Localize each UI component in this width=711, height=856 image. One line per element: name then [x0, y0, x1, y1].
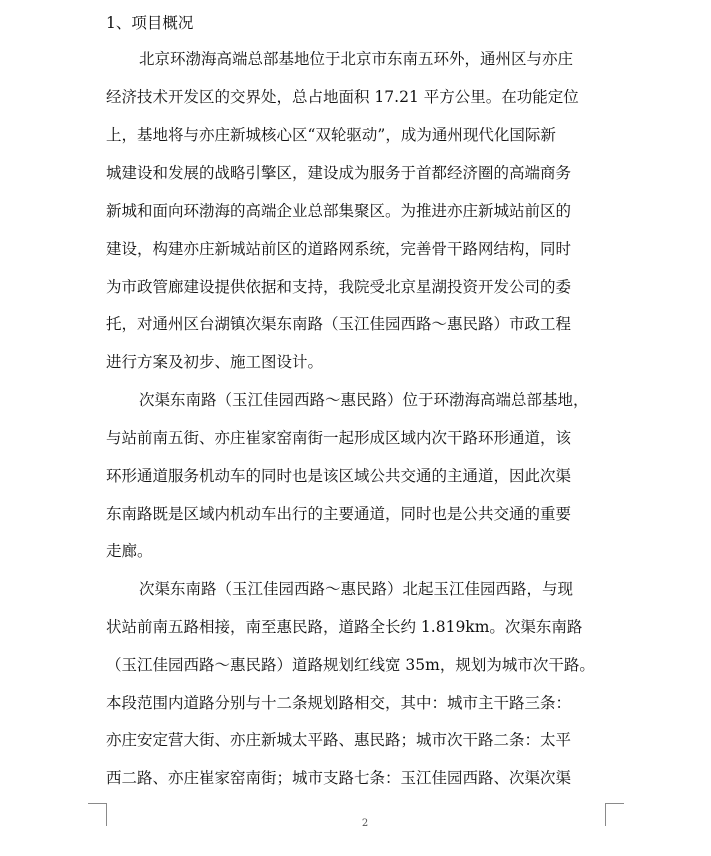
paragraph-1-line: 为市政管廊建设提供依据和支持，我院受北京星湖投资开发公司的委: [106, 278, 572, 296]
paragraph-2-line: 环形通道服务机动车的同时也是该区域公共交通的主通道，因此次渠: [106, 467, 572, 485]
section-heading: 1、项目概况: [106, 14, 194, 32]
paragraph-1-line: 进行方案及初步、施工图设计。: [106, 353, 324, 371]
margin-corner-mark-left: [88, 803, 107, 826]
paragraph-2-line: 次渠东南路（玉江佳园西路～惠民路）位于环渤海高端总部基地，: [139, 391, 589, 409]
paragraph-1-line: 建设，构建亦庄新城站前区的道路网系统，完善骨干路网结构，同时: [106, 240, 572, 258]
margin-corner-mark-right: [605, 803, 624, 826]
paragraph-3-line: 本段范围内道路分别与十二条规划路相交，其中：城市主干路三条：: [106, 694, 572, 712]
paragraph-2-line: 东南路既是区域内机动车出行的主要通道，同时也是公共交通的重要: [106, 505, 572, 523]
paragraph-3-line: 西二路、亦庄崔家窑南街；城市支路七条：玉江佳园西路、次渠次渠: [106, 769, 572, 787]
paragraph-2-line: 与站前南五街、亦庄崔家窑南街一起形成区域内次干路环形通道，该: [106, 429, 572, 447]
paragraph-3-line: 次渠东南路（玉江佳园西路～惠民路）北起玉江佳园西路，与现: [139, 580, 574, 598]
paragraph-3-line: 状站前南五路相接，南至惠民路，道路全长约 1.819km。次渠东南路: [106, 618, 583, 636]
paragraph-1-line: 北京环渤海高端总部基地位于北京市东南五环外，通州区与亦庄: [139, 50, 574, 68]
paragraph-3-line: （玉江佳园西路～惠民路）道路规划红线宽 35m，规划为城市次干路。: [106, 656, 595, 674]
paragraph-2-line: 走廊。: [106, 542, 153, 560]
paragraph-1-line: 托，对通州区台湖镇次渠东南路（玉江佳园西路～惠民路）市政工程: [106, 315, 572, 333]
page-number: 2: [361, 818, 369, 829]
paragraph-1-line: 城建设和发展的战略引擎区，建设成为服务于首都经济圈的高端商务: [106, 164, 572, 182]
paragraph-1-line: 新城和面向环渤海的高端企业总部集聚区。为推进亦庄新城站前区的: [106, 202, 572, 220]
paragraph-3-line: 亦庄安定营大街、亦庄新城太平路、惠民路；城市次干路二条：太平: [106, 731, 572, 749]
paragraph-1-line: 经济技术开发区的交界处，总占地面积 17.21 平方公里。在功能定位: [106, 88, 579, 106]
paragraph-1-line: 上，基地将与亦庄新城核心区“双轮驱动”，成为通州现代化国际新: [106, 126, 556, 144]
